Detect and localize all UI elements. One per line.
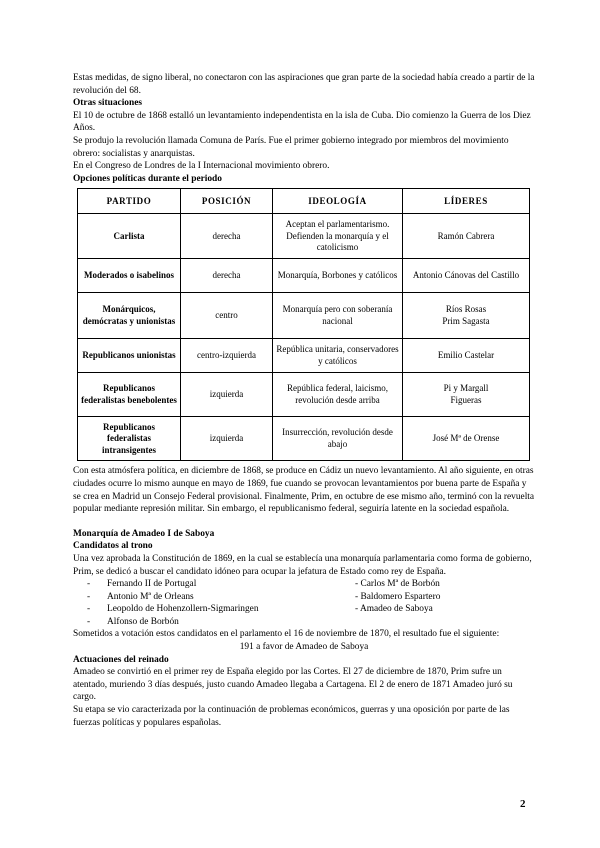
candidatos-heading: Candidatos al trono [73, 541, 153, 552]
table-row [78, 373, 530, 417]
list-item: - Fernando II de Portugal [87, 579, 197, 590]
actuaciones-paragraph-1: Amadeo se convirtió en el primer rey de España elegido por las Cortes. El 27 de diciembre de 1870, Prim sufre un atentado, muriendo 3 días después, justo cuando Amadeo llegaba a Cartagena. El 2 de enero de 1871 Amadeo juró su cargo. [73, 667, 513, 703]
otras-paragraph-3: En el Congreso de Londres de la I Internacional movimiento obrero. [73, 161, 330, 172]
cell-lideres: Ramón Cabrera [403, 214, 530, 259]
list-item: - Baldomero Espartero [355, 591, 441, 602]
page-body [73, 72, 535, 729]
intro-paragraph: Estas medidas, de signo liberal, no conectaron con las aspiraciones que gran parte de la sociedad había creado a partir de la revolución del 68. [73, 73, 535, 96]
list-item: - Leopoldo de Hohenzollern-Sigmaringen [87, 604, 259, 615]
cell-ideologia: Monarquía pero con soberanía nacional [273, 293, 403, 339]
amadeo-heading: Monarquía de Amadeo I de Saboya [73, 528, 215, 539]
cell-lideres: Pi y Margall Figueras [403, 373, 530, 417]
cell-posicion: derecha [181, 259, 273, 293]
table-row [78, 293, 530, 339]
otras-heading: Otras situaciones [73, 98, 143, 109]
cell-posicion: izquierda [181, 417, 273, 461]
cell-ideologia: Insurrección, revolución desde abajo [273, 417, 403, 461]
cell-partido: Monárquicos, demócratas y unionistas [78, 293, 181, 339]
cell-partido: Republicanos unionistas [78, 339, 181, 373]
actuaciones-paragraph-2: Su etapa se vio caracterizada por la continuación de problemas económicos, guerras y una oposición por parte de las fuerzas políticas y populares españolas. [73, 705, 510, 728]
table-row [78, 259, 530, 293]
cell-partido: Carlista [78, 214, 181, 259]
otras-paragraph-1: El 10 de octubre de 1868 estalló un levantamiento independentista en la isla de Cuba. Dio comienzo la Guerra de los Diez Años. [73, 110, 531, 134]
list-item: - Alfonso de Borbón [87, 616, 179, 627]
col-header-lideres: LÍDERES [403, 189, 530, 214]
table-row [78, 214, 530, 259]
list-item: - Carlos Mª de Borbón [355, 579, 440, 590]
list-item: - Amadeo de Saboya [355, 604, 433, 615]
cell-posicion: derecha [181, 214, 273, 259]
cell-posicion: izquierda [181, 373, 273, 417]
political-options-table [77, 188, 530, 461]
col-header-ideologia: IDEOLOGÍA [273, 189, 403, 214]
cell-ideologia: Aceptan el parlamentarismo. Defienden la monarquía y el catolicismo [273, 214, 403, 259]
cell-partido: Moderados o isabelinos [78, 259, 181, 293]
cell-partido: Republicanos federalistas benebolentes [78, 373, 181, 417]
cell-ideologia: Monarquía, Borbones y católicos [273, 259, 403, 293]
col-header-partido: PARTIDO [78, 189, 181, 214]
cell-lideres: Ríos Rosas Prim Sagasta [403, 293, 530, 339]
cell-posicion: centro [181, 293, 273, 339]
otras-paragraph-2: Se produjo la revolución llamada Comuna de París. Fue el primer gobierno integrado por miembros del movimiento obrero: socialistas y anarquistas. [73, 135, 509, 159]
candidatos-intro: Una vez aprobada la Constitución de 1869, en la cual se establecía una monarquía parlamentaria como forma de gobierno, Prim, se dedicó a buscar el candidato idóneo para ocupar la jefatura de Estado como rey de España. [73, 553, 532, 577]
col-header-posicion: POSICIÓN [181, 189, 273, 214]
cell-partido: Republicanos federalistas intransigentes [78, 417, 181, 461]
opciones-heading: Opciones políticas durante el periodo [73, 173, 222, 184]
cell-ideologia: República unitaria, conservadores y católicos [273, 339, 403, 373]
resultado-line: 191 a favor de Amadeo de Saboya [239, 642, 369, 653]
actuaciones-heading: Actuaciones del reinado [73, 654, 169, 665]
cell-lideres: Emilio Castelar [403, 339, 530, 373]
candidates-list [87, 578, 535, 628]
cell-posicion: centro-izquierda [181, 339, 273, 373]
page-number: 2 [520, 798, 526, 810]
table-row [78, 339, 530, 373]
cell-lideres: Antonio Cánovas del Castillo [403, 259, 530, 293]
table-row [78, 417, 530, 461]
list-item: - Antonio Mª de Orleans [87, 591, 194, 602]
cell-ideologia: República federal, laicismo, revolución desde arriba [273, 373, 403, 417]
votacion-paragraph: Sometidos a votación estos candidatos en el parlamento el 16 de noviembre de 1870, el resultado fue el siguiente: [73, 629, 500, 640]
atmosfera-paragraph: Con esta atmósfera política, en diciembre de 1868, se produce en Cádiz un nuevo levantamiento. Al año siguiente, en otras ciudades ocurre lo mismo aunque en mayo de 1869, fue cuando se provocan levantamientos por buena parte de España y se crea en Madrid un Consejo Federal provisional. Finalmente, Prim, en octubre de ese mismo año, terminó con la revuelta popular mediante represión militar. Sin embargo, el republicanismo federal, seguiría latente en la sociedad española. [73, 466, 535, 515]
cell-lideres: José Mª de Orense [403, 417, 530, 461]
table-header-row [78, 189, 530, 214]
